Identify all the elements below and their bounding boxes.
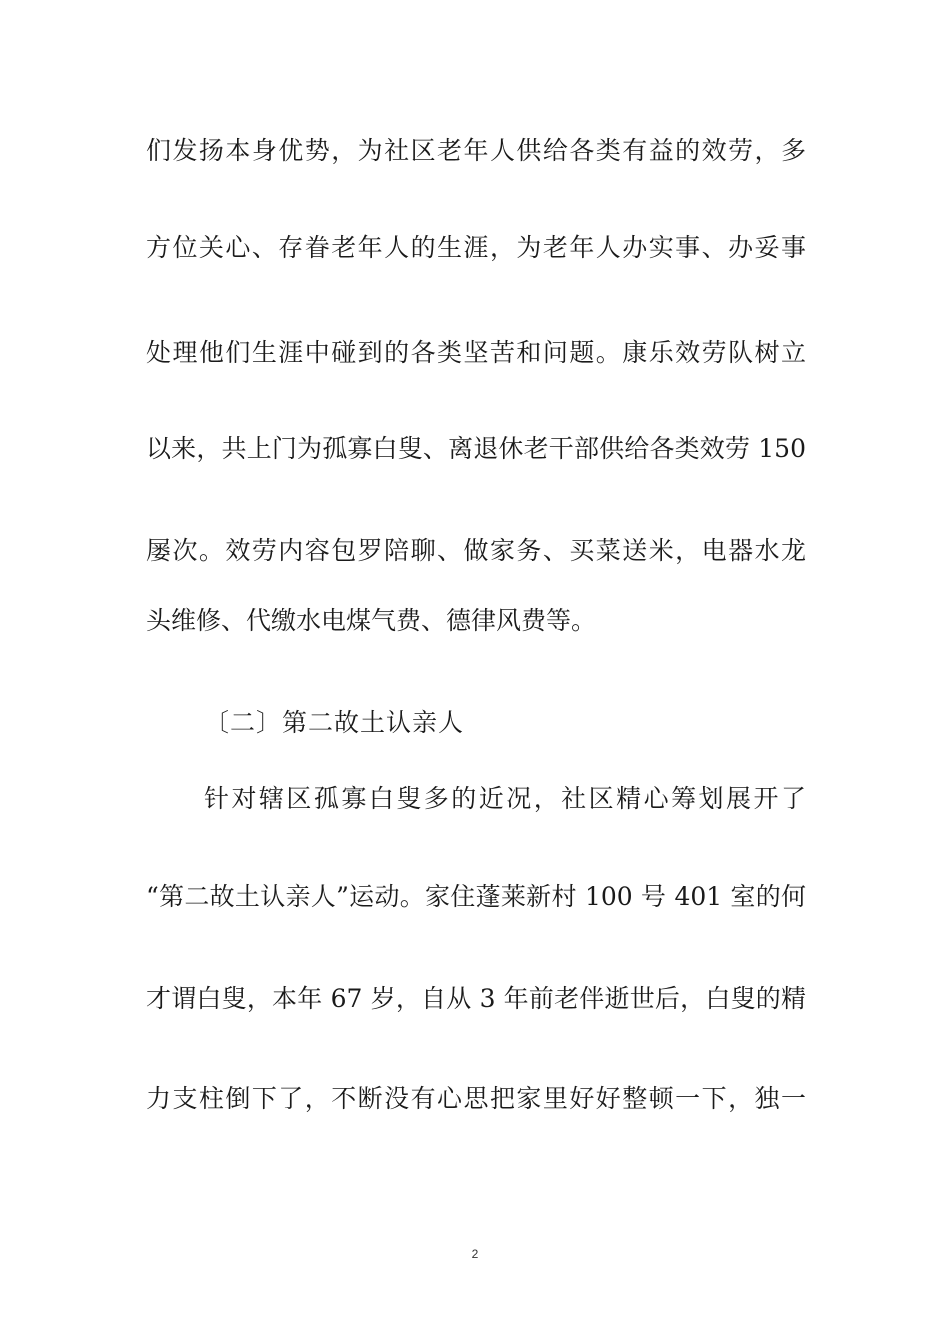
paragraph-line: “第二故土认亲人”运动。家住蓬莱新村 100 号 401 室的何 [146,882,806,911]
paragraph-line: 力支柱倒下了，不断没有心思把家里好好整顿一下，独一 [146,1084,806,1113]
paragraph-line: 以来，共上门为孤寡白叟、离退休老干部供给各类效劳 150 [146,434,806,463]
paragraph-line: 们发扬本身优势，为社区老年人供给各类有益的效劳，多 [146,136,806,165]
paragraph-line: 才谓白叟，本年 67 岁，自从 3 年前老伴逝世后，白叟的精 [146,984,806,1013]
paragraph-line: 处理他们生涯中碰到的各类坚苦和问题。康乐效劳队树立 [146,338,806,367]
paragraph-line: 针对辖区孤寡白叟多的近况，社区精心筹划展开了 [204,784,806,813]
section-heading: 〔二〕第二故土认亲人 [204,708,465,737]
paragraph-line: 头维修、代缴水电煤气费、德律风费等。 [146,606,597,635]
paragraph-line: 屡次。效劳内容包罗陪聊、做家务、买菜送米，电器水龙 [146,536,806,565]
paragraph-line: 方位关心、存眷老年人的生涯，为老年人办实事、办妥事 [146,233,806,262]
page-number: 2 [471,1247,479,1261]
